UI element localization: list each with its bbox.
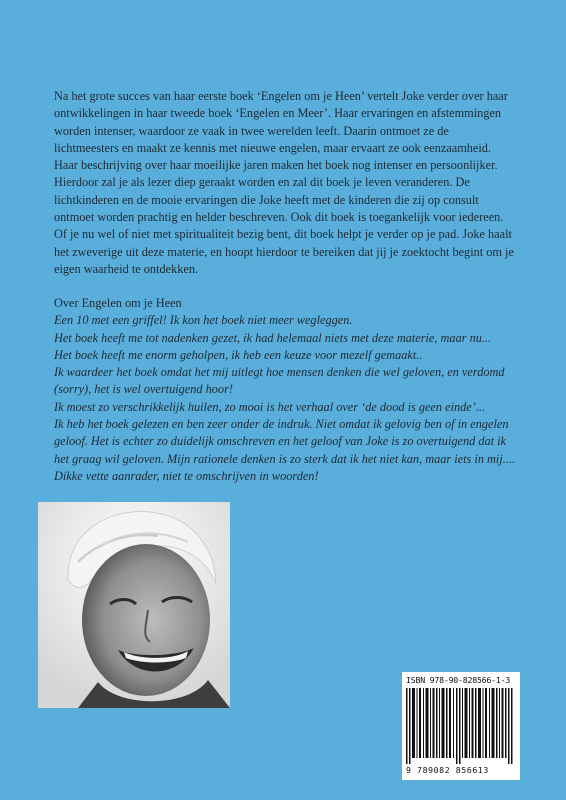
author-photo — [38, 502, 230, 708]
author-portrait-icon — [38, 502, 230, 708]
isbn-barcode — [402, 672, 520, 780]
review-quote: Ik waardeer het boek omdat het mij uitlegt hoe mensen denken die wel geloven, en verdomd (sorry), het is wel overtuigend hoor! — [54, 365, 505, 397]
reviews-section — [54, 295, 524, 485]
barcode-digits: 9 789082 856613 — [406, 765, 489, 775]
blurb-text: Na het grote succes van haar eerste boek ‘Engelen om je Heen’ vertelt Joke verder over haar ontwikkelingen in haar tweede boek ‘Engelen en Meer’. Haar ervaringen en afstemmingen worden intenser, waardoor ze vaak in twee werelden leeft. Daarin ontmoet ze de lichtmeesters en maakt ze kennis met nieuwe engelen, maar ervaart ze ook eenzaamheid. Haar beschrijving over haar moeilijke jaren maken het boek nog intenser en persoonlijker. Hierdoor zal je als lezer diep geraakt worden en zal dit boek je leven veranderen. De lichtkinderen en de mooie ervaringen die Joke heeft met de kinderen die zij op consult ontmoet worden prachtig en helder beschreven. Ook dit boek is toegankelijk voor iedereen. Of je nu wel of niet met spiritualiteit bezig bent, dit boek helpt je verder op je pad. Joke haalt het zweverige uit deze materie, en hoopt hierdoor te bereiken dat jij je zoektocht begint om je eigen waarheid te ontdekken. — [54, 89, 514, 276]
reviews-heading: Over Engelen om je Heen — [54, 296, 182, 310]
isbn-label: ISBN 978-90-828566-1-3 — [406, 675, 511, 685]
barcode-icon — [404, 688, 518, 764]
review-quote: Een 10 met een griffel! Ik kon het boek niet meer wegleggen. — [54, 313, 353, 328]
review-quote: Ik heb het boek gelezen en ben zeer onder de indruk. Niet omdat ik gelovig ben of in engelen geloof. Het is echter zo duidelijk omschreven en het geloof van Joke is zo overtuigend dat ik het graag wil geloven. Mijn rationele denken is zo sterk dat ik het niet kan, maar iets in mij.... — [54, 417, 516, 466]
review-quote: Ik moest zo verschrikkelijk huilen, zo mooi is het verhaal over ‘de dood is geen einde’... — [54, 399, 486, 414]
review-quote: Het boek heeft me tot nadenken gezet, ik had helemaal niets met deze materie, maar nu... — [54, 330, 492, 345]
review-quote: Het boek heeft me enorm geholpen, ik heb een keuze voor mezelf gemaakt.. — [54, 347, 423, 362]
review-quote: Dikke vette aanrader, niet te omschrijven in woorden! — [54, 468, 319, 483]
